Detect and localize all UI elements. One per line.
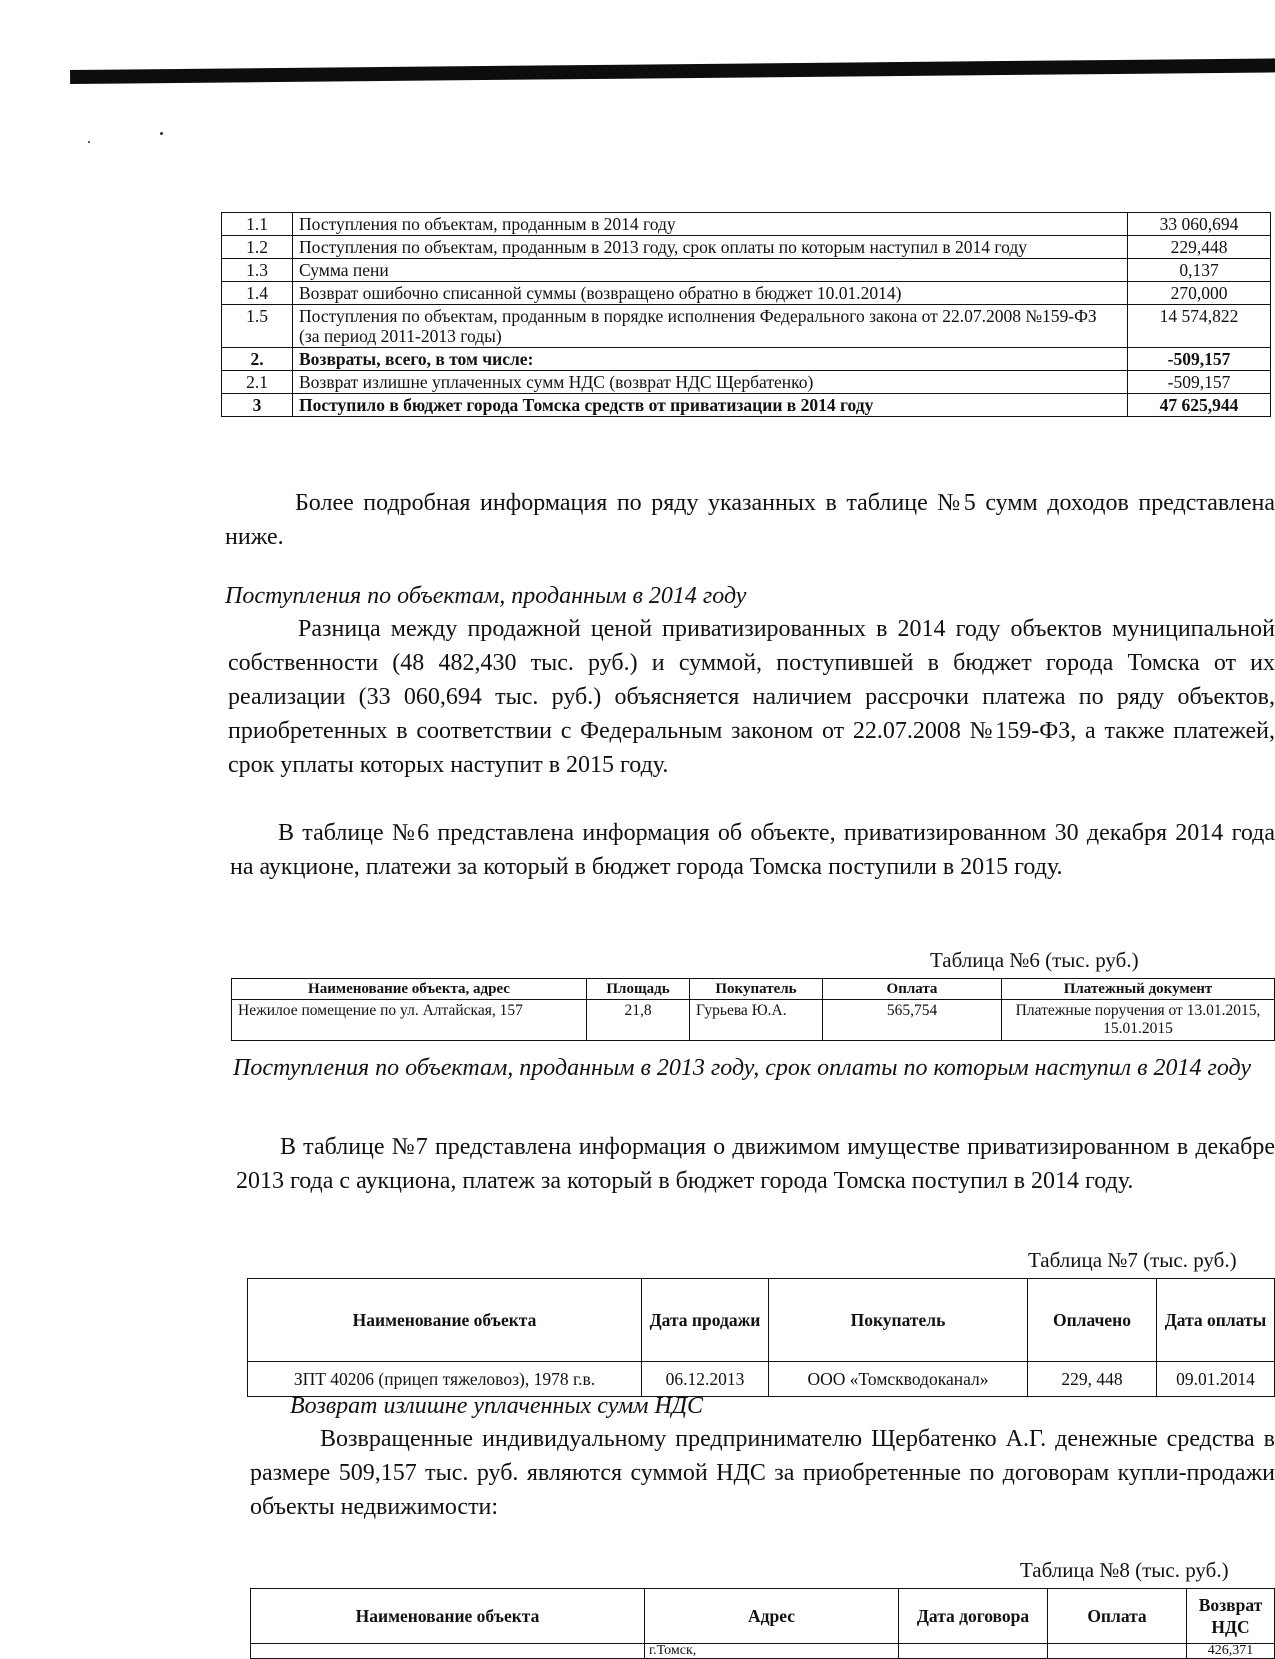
t8-header-address: Адрес [645, 1589, 899, 1644]
heading-sold-2013: Поступления по объектам, проданным в 2013 году, срок оплаты по которым наступил в 2014 году [233, 1055, 1252, 1081]
t8-header-contract-date: Дата договора [899, 1589, 1048, 1644]
t6-header-payment: Оплата [823, 979, 1002, 1000]
t5-cell-description: Поступления по объектам, проданным в 2014 году [293, 213, 1128, 236]
t7-cell-name: ЗПТ 40206 (прицеп тяжеловоз), 1978 г.в. [248, 1362, 642, 1397]
t6-header-name: Наименование объекта, адрес [232, 979, 587, 1000]
t5-cell-value: 0,137 [1128, 259, 1271, 282]
t6-cell-name: Нежилое помещение по ул. Алтайская, 157 [232, 1000, 587, 1041]
table-row [222, 394, 1271, 417]
t8-cell-contract-date [899, 1644, 1048, 1659]
table-7 [247, 1278, 1275, 1397]
t5-cell-value: -509,157 [1128, 348, 1271, 371]
t5-cell-value: 270,000 [1128, 282, 1271, 305]
t6-header-buyer: Покупатель [690, 979, 823, 1000]
t6-cell-payment: 565,754 [823, 1000, 1002, 1041]
table-row [232, 1000, 1275, 1041]
table-row [222, 236, 1271, 259]
table-5-fragment [221, 212, 1271, 417]
t5-cell-number: 2.1 [222, 371, 293, 394]
t5-cell-number: 1.4 [222, 282, 293, 305]
t8-header-vat-refund: Возврат НДС [1187, 1589, 1275, 1644]
t7-cell-paid: 229, 448 [1028, 1362, 1157, 1397]
t8-cell-payment [1048, 1644, 1187, 1659]
t6-cell-document: Платежные поручения от 13.01.2015, 15.01.2015 [1002, 1000, 1275, 1041]
t5-cell-description: Сумма пени [293, 259, 1128, 282]
scan-speck [160, 132, 163, 135]
t5-cell-description: Поступления по объектам, проданным в порядке исполнения Федерального закона от 22.07.2008 №159-ФЗ (за период 2011-2013 годы) [293, 305, 1128, 348]
t5-cell-number: 3 [222, 394, 293, 417]
t5-cell-description: Возвраты, всего, в том числе: [293, 348, 1128, 371]
t7-header-paid: Оплачено [1028, 1279, 1157, 1362]
t7-header-pay-date: Дата оплаты [1157, 1279, 1275, 1362]
t8-header-payment: Оплата [1048, 1589, 1187, 1644]
table-row [222, 259, 1271, 282]
t5-cell-number: 2. [222, 348, 293, 371]
scan-speck [88, 141, 90, 143]
table-row [251, 1644, 1275, 1659]
heading-sold-2014: Поступления по объектам, проданным в 2014 году [225, 583, 747, 609]
heading-vat-refund: Возврат излишне уплаченных сумм НДС [290, 1393, 704, 1419]
t8-header-name: Наименование объекта [251, 1589, 645, 1644]
t5-cell-value: 47 625,944 [1128, 394, 1271, 417]
table-row [222, 348, 1271, 371]
t5-cell-description: Возврат ошибочно списанной суммы (возвращено обратно в бюджет 10.01.2014) [293, 282, 1128, 305]
t5-cell-value: 14 574,822 [1128, 305, 1271, 348]
t5-cell-description: Поступления по объектам, проданным в 2013 году, срок оплаты по которым наступил в 2014 году [293, 236, 1128, 259]
paragraph-table6-intro: В таблице №6 представлена информация об объекте, приватизированном 30 декабря 2014 года на аукционе, платежи за который в бюджет города Томска поступили в 2015 году. [230, 820, 1275, 880]
t5-cell-number: 1.3 [222, 259, 293, 282]
t7-header-name: Наименование объекта [248, 1279, 642, 1362]
t5-cell-description: Поступило в бюджет города Томска средств от приватизации в 2014 году [293, 394, 1128, 417]
t5-cell-value: -509,157 [1128, 371, 1271, 394]
table-row [222, 213, 1271, 236]
t5-cell-number: 1.5 [222, 305, 293, 348]
table-row [222, 305, 1271, 348]
table-7-caption: Таблица №7 (тыс. руб.) [1028, 1248, 1237, 1272]
t7-header-sale-date: Дата продажи [642, 1279, 769, 1362]
paragraph-price-difference: Разница между продажной ценой приватизированных в 2014 году объектов муниципальной собственности (48 482,430 тыс. руб.) и суммой, поступившей в бюджет города Томска от их реализации (33 060,694 тыс. руб.) объясняется наличием рассрочки платежа по ряду объектов, приобретенных в соответствии с Федеральным законом от 22.07.2008 №159-ФЗ, а также платежей, срок уплаты которых наступит в 2015 году. [228, 616, 1275, 778]
t6-header-document: Платежный документ [1002, 979, 1275, 1000]
table-row [222, 371, 1271, 394]
paragraph-details: Более подробная информация по ряду указанных в таблице №5 сумм доходов представлена ниже. [225, 490, 1275, 550]
t5-cell-value: 229,448 [1128, 236, 1271, 259]
t5-cell-number: 1.2 [222, 236, 293, 259]
t6-cell-buyer: Гурьева Ю.А. [690, 1000, 823, 1041]
table-6 [231, 978, 1275, 1041]
table-8-caption: Таблица №8 (тыс. руб.) [1020, 1558, 1229, 1582]
t7-cell-pay-date: 09.01.2014 [1157, 1362, 1275, 1397]
t5-cell-number: 1.1 [222, 213, 293, 236]
table-row [222, 282, 1271, 305]
t8-cell-name [251, 1644, 645, 1659]
table-8 [250, 1588, 1275, 1659]
t5-cell-value: 33 060,694 [1128, 213, 1271, 236]
t7-header-buyer: Покупатель [769, 1279, 1028, 1362]
t6-cell-area: 21,8 [587, 1000, 690, 1041]
paragraph-vat-refund: Возвращенные индивидуальному предпринимателю Щербатенко А.Г. денежные средства в размере 509,157 тыс. руб. являются суммой НДС за приобретенные по договорам купли-продажи объекты недвижимости: [250, 1426, 1275, 1520]
t8-cell-vat-refund: 426,371 [1187, 1644, 1275, 1659]
scan-top-bar [70, 58, 1275, 84]
paragraph-table7-intro: В таблице №7 представлена информация о движимом имуществе приватизированном в декабре 2013 года с аукциона, платеж за который в бюджет города Томска поступил в 2014 году. [236, 1134, 1275, 1194]
t7-cell-sale-date: 06.12.2013 [642, 1362, 769, 1397]
t7-cell-buyer: ООО «Томскводоканал» [769, 1362, 1028, 1397]
t6-header-area: Площадь [587, 979, 690, 1000]
table-6-caption: Таблица №6 (тыс. руб.) [930, 948, 1139, 972]
t8-cell-address: г.Томск, [645, 1644, 899, 1659]
t5-cell-description: Возврат излишне уплаченных сумм НДС (возврат НДС Щербатенко) [293, 371, 1128, 394]
